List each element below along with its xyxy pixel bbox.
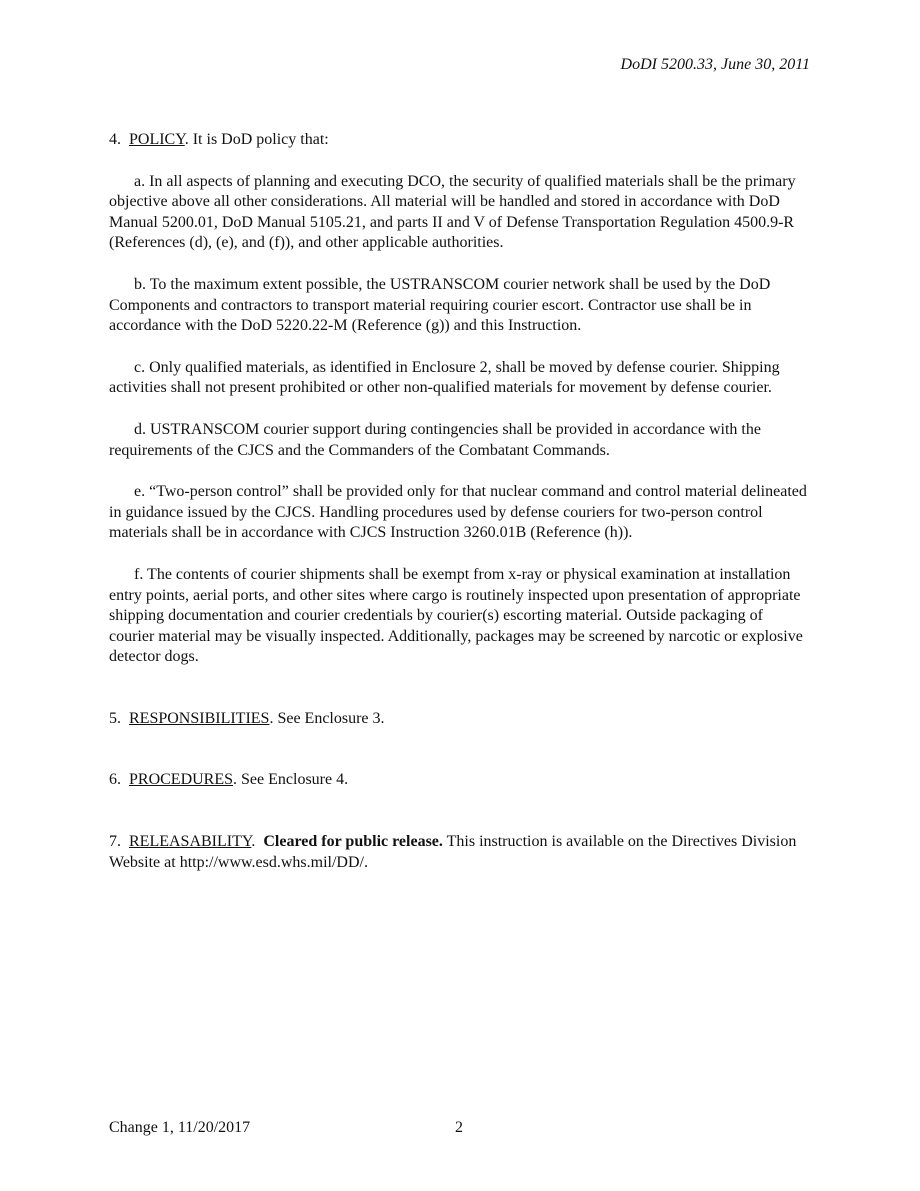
section-separator: .: [251, 833, 264, 851]
section-title: RESPONSIBILITIES: [129, 709, 270, 727]
footer-page-number: 2: [455, 1119, 463, 1136]
section-releasability: [109, 832, 811, 873]
section-number: 5.: [109, 709, 121, 727]
policy-paragraph-d: d. USTRANSCOM courier support during contingencies shall be provided in accordance with the requirements of the CJCS and the Commanders of the Combatant Commands.: [109, 420, 761, 459]
section-number: 7.: [109, 833, 121, 851]
section-policy-heading: [109, 130, 811, 151]
section-text: . See Enclosure 4.: [233, 771, 349, 789]
section-number: 4.: [109, 131, 121, 148]
policy-paragraph-c: c. Only qualified materials, as identified in Enclosure 2, shall be moved by defense courier. Shipping activities shall not present prohibited or other non-qualified materials for movement by defense courier.: [109, 358, 780, 397]
section-procedures: [109, 770, 811, 791]
section-title: PROCEDURES: [129, 771, 234, 789]
section-text: . See Enclosure 3.: [269, 709, 385, 727]
section-title: RELEASABILITY: [129, 833, 252, 851]
document-body: [109, 130, 811, 873]
policy-paragraph-e: e. “Two-person control” shall be provided only for that nuclear command and control material delineated in guidance issued by the CJCS. Handling procedures used by defense couriers for two-person control materials shall be in accordance with CJCS Instruction 3260.01B (Reference (h)).: [109, 483, 807, 542]
section-responsibilities: [109, 709, 811, 730]
page-header: DoDI 5200.33, June 30, 2011: [620, 56, 810, 73]
section-title: POLICY: [129, 131, 185, 148]
section-number: 6.: [109, 771, 121, 789]
policy-paragraph-a: a. In all aspects of planning and executing DCO, the security of qualified materials shall be the primary objective above all other considerations. All material will be handled and stored in accordance with DoD Manual 5200.01, DoD Manual 5105.21, and parts II and V of Defense Transportation Regulation 4500.9-R (References (d), (e), and (f)), and other applicable authorities.: [109, 172, 796, 252]
policy-paragraph-f: f. The contents of courier shipments shall be exempt from x-ray or physical examination at installation entry points, aerial ports, and other sites where cargo is routinely inspected upon presentation of appropriate shipping documentation and courier credentials by courier(s) escorting material. Outside packaging of courier material may be visually inspected. Additionally, packages may be screened by narcotic or explosive detector dogs.: [109, 565, 803, 666]
release-statement: Cleared for public release.: [263, 833, 443, 851]
section-intro: . It is DoD policy that:: [184, 131, 329, 148]
policy-paragraph-b: b. To the maximum extent possible, the USTRANSCOM courier network shall be used by the DoD Components and contractors to transport material requiring courier escort. Contractor use shall be in accordance with the DoD 5220.22-M (Reference (g)) and this Instruction.: [109, 275, 771, 335]
footer-change-note: Change 1, 11/20/2017: [109, 1119, 251, 1136]
section-text: This instruction is available on the Directives Division Website at http://www.esd.whs.mil/DD/.: [109, 833, 797, 871]
